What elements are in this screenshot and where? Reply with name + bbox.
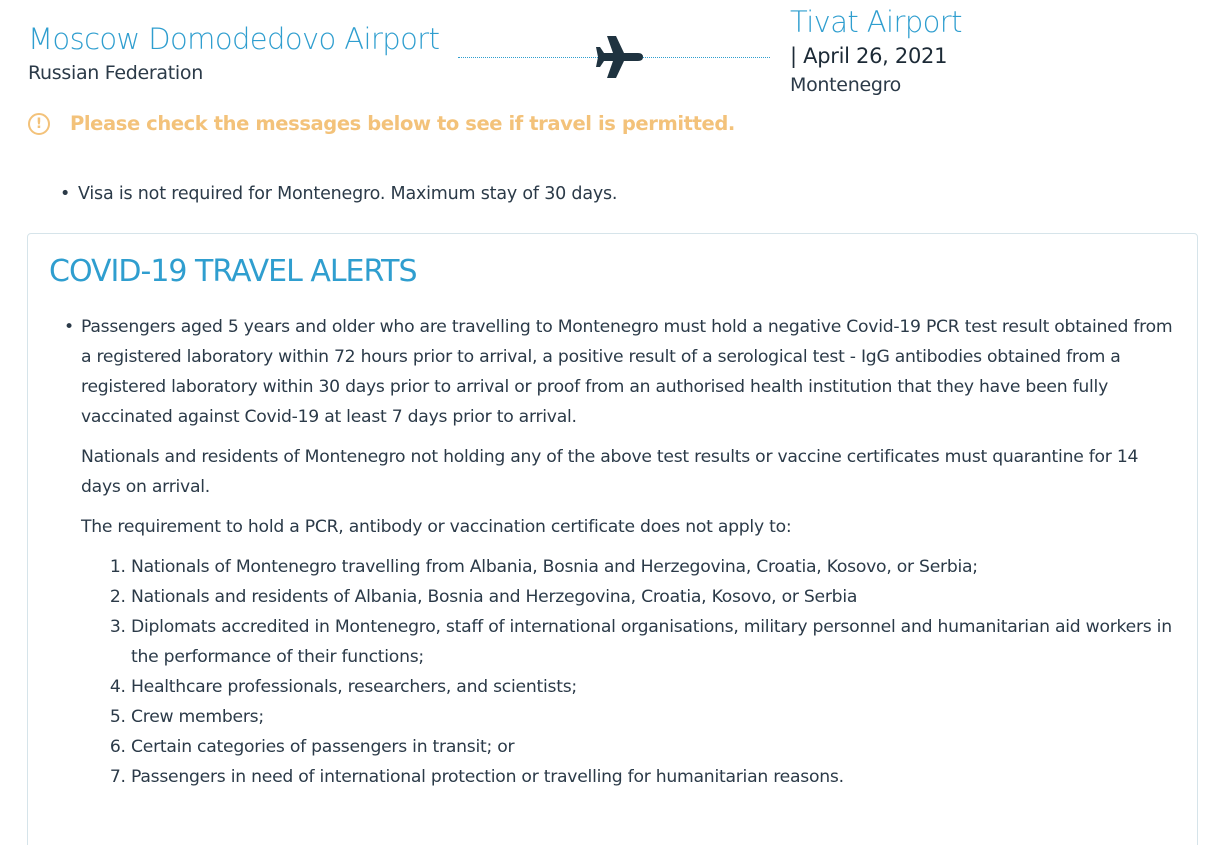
exemption-intro-text: The requirement to hold a PCR, antibody or vaccination certificate does not apply to: <box>81 517 792 537</box>
visa-info-text: Visa is not required for Montenegro. Maximum stay of 30 days. <box>78 184 618 204</box>
exclamation-circle-icon: ! <box>28 113 50 135</box>
destination-airport-name: Tivat Airport <box>790 5 962 39</box>
bullet: • <box>60 184 71 204</box>
exemption-item: 1. Nationals of Montenegro travelling from Albania, Bosnia and Herzegovina, Croatia, Kosovo, or Serbia; <box>131 552 1181 582</box>
route-line-right <box>640 57 770 58</box>
origin-country: Russian Federation <box>28 62 203 84</box>
origin-airport-name: Moscow Domodedovo Airport <box>28 22 440 56</box>
destination-block <box>790 2 962 96</box>
exemption-item: 3. Diplomats accredited in Montenegro, staff of international organisations, military personnel and humanitarian aid workers in the performance of their functions; <box>131 612 1181 672</box>
covid-requirement-text: Passengers aged 5 years and older who are travelling to Montenegro must hold a negative Covid-19 PCR test result obtained from a registered laboratory within 72 hours prior to arrival, a positive result of a serological test - IgG antibodies obtained from a registered laboratory within 30 days prior to arrival or proof from an authorised health institution that they have been fully vaccinated against Covid-19 at least 7 days prior to arrival. <box>81 317 1173 427</box>
covid-alerts-title: COVID-19 TRAVEL ALERTS <box>49 254 417 289</box>
bullet: • <box>64 317 74 337</box>
route-line-left <box>458 57 598 58</box>
airplane-icon <box>594 34 644 80</box>
covid-alert-item <box>64 312 1181 792</box>
origin-block <box>28 20 439 84</box>
exemption-item: 5. Crew members; <box>131 702 1181 732</box>
exemptions-list <box>81 552 1181 792</box>
covid-alerts-panel <box>27 233 1198 845</box>
travel-date: | April 26, 2021 <box>790 44 948 68</box>
quarantine-text: Nationals and residents of Montenegro not holding any of the above test results or vaccine certificates must quarantine for 14 days on arrival. <box>81 447 1139 497</box>
destination-country: Montenegro <box>790 74 902 96</box>
visa-info-item <box>60 184 617 204</box>
exemption-item: 4. Healthcare professionals, researchers, and scientists; <box>131 672 1181 702</box>
travel-warning <box>28 112 735 135</box>
exemption-item: 2. Nationals and residents of Albania, Bosnia and Herzegovina, Croatia, Kosovo, or Serbia <box>131 582 1181 612</box>
warning-text: Please check the messages below to see if travel is permitted. <box>70 112 735 135</box>
visa-info-list <box>60 184 617 204</box>
exemption-item: 7. Passengers in need of international protection or travelling for humanitarian reasons. <box>131 762 1181 792</box>
exemption-item: 6. Certain categories of passengers in transit; or <box>131 732 1181 762</box>
